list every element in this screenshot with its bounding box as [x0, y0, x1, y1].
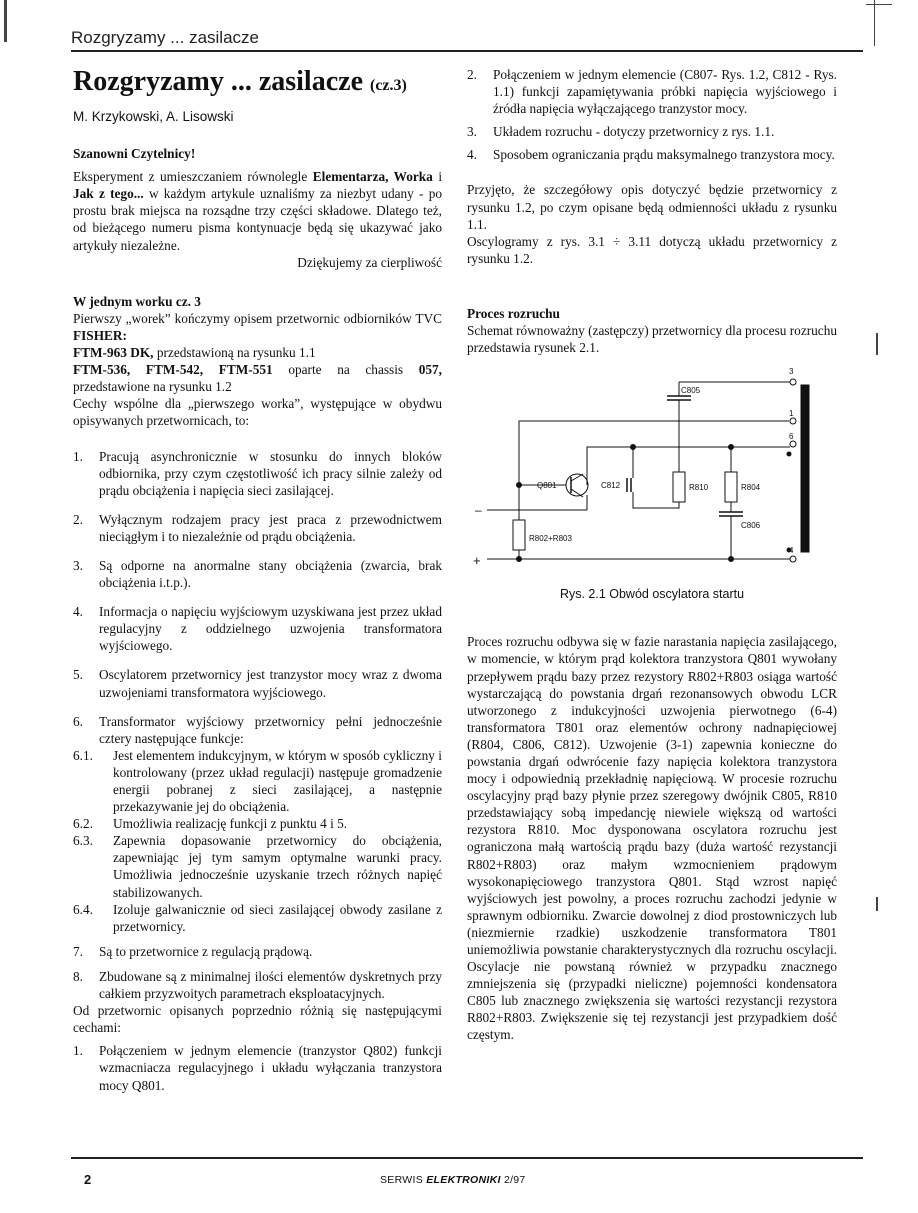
junction-dot [517, 557, 522, 562]
list-item: 8. Zbudowane są z minimalnej ilości elementów dyskretnych przy całkiem przyzwoitych parametrach eksploatacyjnych. [73, 968, 442, 1002]
terminal-pin6 [790, 441, 796, 447]
difference-item: 3. Układem rozruchu - dotyczy przetwornicy z rys. 1.1. [467, 124, 775, 140]
list-item: 3. Są odporne na anormalne stany obciążenia (zwarcia, brak obciążenia i.t.p.). [73, 557, 442, 591]
label-c806: C806 [741, 521, 761, 531]
sublist-item: 6.3. Zapewnia dopasowanie przetwornicy do obciążenia, zapewniając jej tym samym optymalne warunki pracy. Umożliwia jednocześnie uzyskanie trzech różnych napięć stabilizowanych. [73, 833, 442, 900]
sublist-item: 6.2. Umożliwia realizację funkcji z punktu 4 i 5. [73, 816, 348, 832]
label-c805: C805 [681, 386, 701, 396]
sublist-item: 6.1. Jest elementem indukcyjnym, w którym w sposób cykliczny i kontrolowany (przez układ regulacji) następuje gromadzenie energii pobranej z sieci zasilającej, a następnie przekazywanie jej do obciążenia. [73, 747, 442, 815]
difference-item: 2. Połączeniem w jednym elemencie (C807- Rys. 1.2, C812 - Rys. 1.1) funkcji zapamiętywania próbki napięcia wyjściowego i źródła napięcia wyłączającego tranzystor mocy. [467, 67, 837, 117]
worek-heading: W jednym worku cz. 3 [73, 293, 201, 309]
page-number: 2 [84, 1172, 92, 1187]
differences-intro: Od przetwornic opisanych poprzednio różnią się następującymi cechami: [73, 1003, 442, 1036]
terminal-pin3 [790, 379, 796, 385]
label-plus: + [473, 553, 481, 569]
feature-list [73, 448, 442, 1003]
scan-mark [874, 0, 875, 46]
list-item: 6. Transformator wyjściowy przetwornicy pełni jednocześnie cztery następujące funkcje: [73, 713, 442, 746]
terminal-pin4 [790, 556, 796, 562]
list-item: 4. Informacja o napięciu wyjściowym uzyskiwana jest przez układ regulacyjny z oddzielnego uzwojenia transformatora wyjściowego. [73, 604, 442, 654]
label-r804: R804 [741, 483, 761, 493]
scan-mark [4, 0, 7, 42]
label-r802-r803: R802+R803 [529, 534, 572, 544]
left-column [73, 64, 442, 1094]
intro-paragraph: Eksperyment z umieszczaniem równolegle Elementarza, Worka i Jak z tego... w każdym artykule uznaliśmy za niezbyt udany - po prostu brak miejsca na rozsądne trzy części składowe. Dlatego też, od bieżącego numeru pisma kontynuacje będą się ukazywać jako artykuły niezależne. [73, 169, 443, 253]
difference-item: 4. Sposobem ograniczania prądu maksymalnego tranzystora mocy. [467, 147, 835, 163]
resistor-r804 [725, 472, 737, 502]
wire [587, 447, 790, 485]
label-r810: R810 [689, 483, 709, 493]
resistor-r802-r803 [513, 520, 525, 550]
footer-rule [71, 1157, 863, 1159]
article-title: Rozgryzamy ... zasilacze (cz.3) [73, 66, 407, 97]
transformer-core [801, 385, 809, 552]
paragraph: Oscylogramy z rys. 3.1 ÷ 3.11 dotyczą układu przetwornicy z rysunku 1.2. [467, 233, 837, 266]
rozruch-intro: Schemat równoważny (zastępczy) przetwornicy dla procesu rozruchu przedstawia rysunek 2.1. [467, 323, 837, 356]
figure-caption: Rys. 2.1 Obwód oscylatora startu [559, 587, 745, 602]
worek-paragraph: Pierwszy „worek” kończymy opisem przetwornic odbiorników TVC FISHER: [73, 310, 442, 343]
resistor-r810 [673, 472, 685, 502]
list-item: 2. Wyłącznym rodzajem pracy jest praca z przewodnictwem nieciągłym i to niezależnie od prądu obciążenia. [73, 511, 442, 544]
label-pin6: 6 [789, 432, 794, 442]
circuit-diagram [467, 360, 837, 580]
wire [519, 421, 789, 485]
label-c812: C812 [601, 481, 621, 491]
paragraph: Przyjęto, że szczegółowy opis dotyczyć będzie przetwornicy z rysunku 1.2, po czym opisane będą odmienności układu z rysunku 1.1. [467, 182, 837, 232]
rozruch-heading: Proces rozruchu [467, 305, 560, 321]
label-q801: Q801 [537, 481, 557, 491]
difference-item: 1. Połączeniem w jednym elemencie (tranzystor Q802) funkcji wzmacniacza regulacyjnego i układu wyłączania tranzystora mocy Q801. [73, 1043, 442, 1093]
scan-mark [876, 333, 878, 355]
list-item: 1. Pracują asynchronicznie w stosunku do innych bloków odbiornika, przy czym częstotliwość ich pracy silnie zależy od prądu obciążenia i napięcia sieci zasilającej. [73, 448, 442, 498]
rozruch-paragraph: Proces rozruchu odbywa się w fazie narastania napięcia zasilającego, w momencie, w którym prąd kolektora tranzystora Q801 wywołany przepływem prądu bazy przez rezystory R802+R803 osiąga wartość wystarczającą do powstania drgań rezonansowych obwodu LCR utworzonego z indukcyjności uzwojenia pierwotnego (6-4) transformatora T801 oraz elementów ochrony nadnapięciowej (R804, C806, C812). Uzwojenie (3-1) zapewnia konieczne do powstania drgań odwrócenie fazy napięcia kolektora tranzystora mocy i odpowiednią przekładnię napięciową. W procesie rozruchu oscylacyjny prąd bazy płynie przez szeregowy dwójnik C805, R810 przedstawiający sobą impedancję niewiele większą od wartości rezystora R810. Moc dysponowana oscylatora rozruchu jest ograniczona małą wartością prądu bazy (duża wartość rezystancji R802+R803) oraz małym wzmocnieniem prądowym wysokonapięciowego tranzystora Q801. Stąd wzrost napięć wyjściowych jest powolny, a proces rozruchu zachodzi jedynie w sprawnym odbiorniku. Zwarcie dowolnej z diod prostowniczych lub (niezmiernie rzadkie) uszkodzenie transformatora T801 uniemożliwia powstanie charakterystycznych dla rozruchu oscylacji. Oscylacje nie powstaną również w przypadku znacznego zmniejszenia się (przypadki nieliczne) pojemności kondensatora C805 lub znacznego zwiększenia się wartości rezystancji rezystora R802+R803. Zwiększenie się tej rezystancji jest przypadkiem dość częstym. [467, 634, 837, 1043]
intro-thanks: Dziękujemy za cierpliwość [297, 254, 442, 270]
header-rule [71, 50, 863, 52]
terminal-pin1 [790, 418, 796, 424]
list-item: 7. Są to przetwornice z regulacją prądową. [73, 943, 313, 959]
phase-dot [787, 452, 791, 456]
authors: M. Krzykowski, A. Lisowski [73, 109, 234, 124]
scan-mark [876, 897, 878, 911]
wire [633, 492, 679, 508]
intro-heading: Szanowni Czytelnicy! [73, 146, 196, 162]
junction-dot [729, 557, 734, 562]
label-pin3: 3 [789, 367, 794, 377]
list-item: 5. Oscylatorem przetwornicy jest tranzystor mocy wraz z dwoma uzwojeniami transformatora wyjściowego. [73, 667, 442, 700]
label-pin4: 4 [789, 546, 794, 556]
features-intro: Cechy wspólne dla „pierwszego worka”, występujące w obydwu opisywanych przetwornicach, to: [73, 396, 442, 429]
footer-magazine: SERWIS ELEKTRONIKI 2/97 [380, 1174, 526, 1186]
scan-mark [866, 4, 892, 5]
label-pin1: 1 [789, 409, 794, 419]
label-minus: – [475, 503, 482, 518]
sublist-item: 6.4. Izoluje galwanicznie od sieci zasilającej obwody zasilane z przetwornicy. [73, 901, 442, 934]
model-line: FTM-963 DK, przedstawioną na rysunku 1.1 [73, 345, 316, 361]
model-line: FTM-536, FTM-542, FTM-551 oparte na chassis 057, przedstawione na rysunku 1.2 [73, 362, 443, 395]
right-column [467, 66, 837, 1044]
running-head: Rozgryzamy ... zasilacze [71, 28, 259, 47]
